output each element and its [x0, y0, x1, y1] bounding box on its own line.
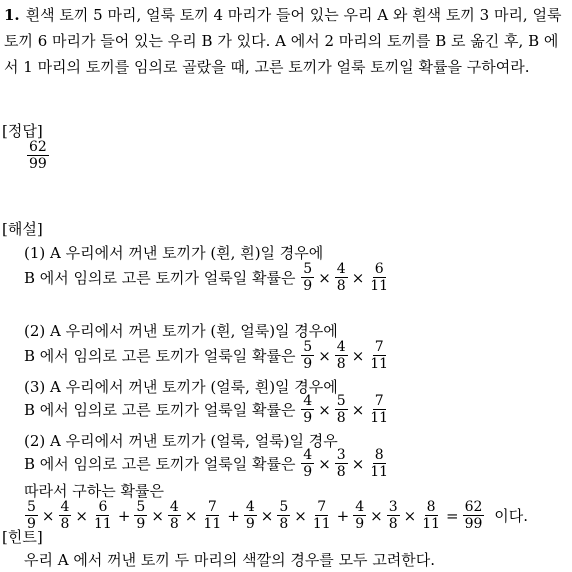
fraction-denominator: 11	[94, 516, 112, 532]
fraction-denominator: 9	[355, 516, 365, 532]
problem-number: 1.	[4, 6, 20, 24]
fraction-numerator: 4	[60, 499, 70, 515]
fraction-numerator: 7	[374, 393, 384, 409]
answer-denominator: 99	[29, 156, 47, 172]
fraction-denominator: 9	[303, 356, 313, 372]
fraction-numerator: 4	[169, 499, 179, 515]
answer-numerator: 62	[29, 139, 47, 155]
fraction-denominator: 11	[370, 410, 389, 426]
fraction-denominator: 11	[203, 516, 222, 532]
fraction-denominator: 8	[60, 516, 70, 532]
fraction-numerator: 7	[374, 339, 384, 355]
fraction-denominator: 9	[303, 278, 313, 294]
case-3-prob-line: B 에서 임의로 고른 토끼가 얼룩일 확률은 $\frac{4}{9}$ × $\frac{5}{8}$ × $\frac{7}{11}$	[24, 393, 389, 426]
fraction-denominator: 8	[279, 516, 289, 532]
fraction-denominator: 8	[336, 356, 346, 372]
final-sum-equation: $\frac{5}{9}$ × $\frac{4}{8}$ × $\frac{6}{11}$ + $\frac{5}{9}$ × $\frac{4}{8}$ × $\frac{7}{11}$ + $\frac{4}{9}$ × $\frac{5}{8}$ × $\frac{7}{11}$ + $\frac{4}{9}$ × $\frac{3}{8}$ × $\frac{8}{11}$ = $\frac{62}{99}$ 이다.	[27, 499, 528, 532]
fraction-denominator: 8	[336, 410, 346, 426]
case-4-prob-text: B 에서 임의로 고른 토끼가 얼룩일 확률은	[24, 455, 296, 473]
fraction-denominator: 11	[370, 464, 389, 480]
case-3-prob-text: B 에서 임의로 고른 토끼가 얼룩일 확률은	[24, 401, 296, 419]
fraction-numerator: 3	[336, 447, 346, 463]
fraction-numerator: 5	[303, 261, 313, 277]
case-1-prob-text: B 에서 임의로 고른 토끼가 얼룩일 확률은	[24, 269, 296, 287]
case-3-heading: (3) A 우리에서 꺼낸 토끼가 (얼룩, 흰)일 경우에	[24, 378, 338, 396]
fraction-denominator: 11	[370, 278, 389, 294]
fraction-denominator: 8	[336, 464, 346, 480]
fraction-numerator: 4	[303, 447, 313, 463]
fraction-numerator: 6	[98, 499, 108, 515]
fraction-numerator: 4	[336, 339, 346, 355]
case-4-prob-line: B 에서 임의로 고른 토끼가 얼룩일 확률은 $\frac{4}{9}$ × $\frac{3}{8}$ × $\frac{8}{11}$	[24, 447, 389, 480]
fraction-numerator: 4	[336, 261, 346, 277]
fraction-denominator: 8	[169, 516, 179, 532]
fraction-denominator: 9	[303, 410, 313, 426]
fraction-denominator: 9	[27, 516, 36, 532]
fraction-numerator: 5	[303, 339, 313, 355]
fraction-numerator: 5	[336, 393, 346, 409]
fraction-numerator: 3	[388, 499, 398, 515]
case-1-probability: B 에서 임의로 고른 토끼가 얼룩일 확률은 $\frac{5}{9}$ × $\frac{4}{8}$ × $\frac{6}{11}$	[24, 261, 389, 294]
answer-fraction	[26, 140, 50, 171]
fraction-numerator: 4	[355, 499, 365, 515]
fraction-numerator: 6	[374, 261, 384, 277]
result-suffix: 이다.	[494, 507, 528, 525]
fraction-numerator: 8	[374, 447, 384, 463]
fraction-denominator: 9	[136, 516, 146, 532]
answer-label: [정답]	[2, 122, 43, 140]
fraction-numerator: 5	[136, 499, 146, 515]
fraction-denominator: 8	[336, 278, 346, 294]
problem-text: 흰색 토끼 5 마리, 얼룩 토끼 4 마리가 들어 있는 우리 A 와 흰색 토끼 3 마리, 얼룩 토끼 6 마리가 들어 있는 우리 B 가 있다. A 에서 2 마리의 토끼를 B 로 옮긴 후, B 에서 1 마리의 토끼를 임의로 골랐을 때, 고른 토끼가 얼룩 토끼일 확률을 구하여라.	[4, 6, 562, 76]
fraction-denominator: 11	[312, 516, 331, 532]
fraction-numerator: 7	[317, 499, 327, 515]
fraction-denominator: 11	[422, 516, 441, 532]
case-2-heading: (2) A 우리에서 꺼낸 토끼가 (흰, 얼룩)일 경우에	[24, 322, 338, 340]
fraction-numerator: 5	[27, 499, 36, 515]
fraction-numerator: 4	[303, 393, 313, 409]
fraction-denominator: 11	[370, 356, 389, 372]
conclusion-text: 따라서 구하는 확률은	[24, 482, 164, 500]
case-2-prob-line: B 에서 임의로 고른 토끼가 얼룩일 확률은 $\frac{5}{9}$ × $\frac{4}{8}$ × $\frac{7}{11}$	[24, 339, 389, 372]
case-1-heading: (1) A 우리에서 꺼낸 토끼가 (흰, 흰)일 경우에	[24, 244, 324, 262]
result-numerator: 62	[464, 499, 483, 515]
hint-text: 우리 A 에서 꺼낸 토끼 두 마리의 색깔의 경우를 모두 고려한다.	[24, 551, 436, 569]
fraction-numerator: 5	[279, 499, 289, 515]
fraction-denominator: 8	[388, 516, 398, 532]
problem-statement	[4, 2, 570, 80]
fraction-numerator: 8	[426, 499, 436, 515]
case-4-heading: (2) A 우리에서 꺼낸 토끼가 (얼룩, 얼룩)일 경우	[24, 432, 338, 450]
result-denominator: 99	[464, 516, 483, 532]
hint-label: [힌트]	[2, 528, 43, 546]
fraction-denominator: 9	[245, 516, 255, 532]
fraction-numerator: 4	[245, 499, 255, 515]
fraction-denominator: 9	[303, 464, 313, 480]
case-2-prob-text: B 에서 임의로 고른 토끼가 얼룩일 확률은	[24, 347, 296, 365]
fraction-numerator: 7	[207, 499, 217, 515]
solution-label: [해설]	[2, 220, 43, 238]
